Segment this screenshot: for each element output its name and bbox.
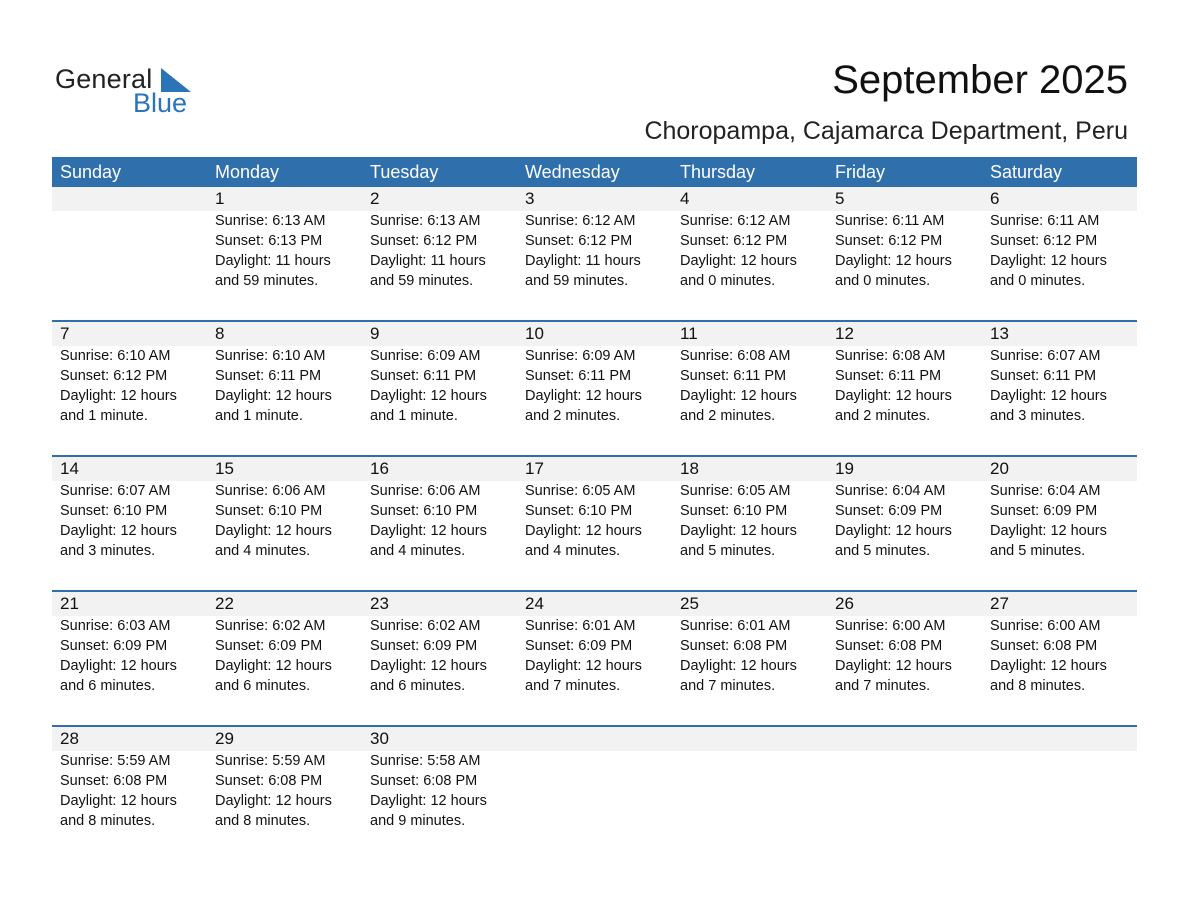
day-number: 22 [215, 594, 234, 613]
sunrise-text: Sunrise: 6:13 AM [370, 213, 481, 229]
weekday-wednesday: Wednesday [525, 162, 620, 182]
day-number: 28 [60, 729, 79, 748]
sunset-text: Sunset: 6:11 PM [990, 368, 1097, 384]
daylight-text: Daylight: 12 hours [525, 388, 642, 404]
day-cell [52, 727, 207, 831]
day-number: 2 [370, 189, 380, 208]
sunrise-text: Sunrise: 6:05 AM [680, 483, 791, 499]
day-number: 5 [835, 189, 845, 208]
day-number: 30 [370, 729, 389, 748]
sunset-text: Sunset: 6:12 PM [525, 233, 633, 249]
week-cells [52, 457, 1137, 561]
daylight-minutes-text: and 6 minutes. [60, 678, 156, 694]
daylight-text: Daylight: 12 hours [990, 523, 1107, 539]
daylight-text: Daylight: 12 hours [215, 658, 332, 674]
sunset-text: Sunset: 6:09 PM [525, 638, 633, 654]
empty-day-cell [982, 727, 1137, 831]
daylight-minutes-text: and 5 minutes. [990, 543, 1086, 559]
sunset-text: Sunset: 6:12 PM [370, 233, 478, 249]
day-cell [827, 592, 982, 696]
daylight-text: Daylight: 12 hours [215, 388, 332, 404]
daylight-text: Daylight: 11 hours [525, 253, 641, 269]
daylight-text: Daylight: 12 hours [680, 388, 797, 404]
day-cell [362, 592, 517, 696]
daylight-text: Daylight: 12 hours [680, 658, 797, 674]
sunset-text: Sunset: 6:09 PM [835, 503, 943, 519]
day-cell [362, 322, 517, 426]
sunrise-text: Sunrise: 6:12 AM [525, 213, 636, 229]
sunset-text: Sunset: 6:09 PM [990, 503, 1098, 519]
daylight-minutes-text: and 5 minutes. [680, 543, 776, 559]
sunset-text: Sunset: 6:12 PM [835, 233, 943, 249]
day-number: 6 [990, 189, 1000, 208]
sunrise-text: Sunrise: 6:06 AM [370, 483, 481, 499]
day-cell [362, 187, 517, 291]
weekday-saturday: Saturday [990, 162, 1063, 182]
daylight-text: Daylight: 12 hours [370, 388, 487, 404]
day-number: 27 [990, 594, 1009, 613]
day-cell [982, 187, 1137, 291]
sunset-text: Sunset: 6:11 PM [680, 368, 787, 384]
day-number: 29 [215, 729, 234, 748]
day-number: 1 [215, 189, 225, 208]
day-cell [982, 592, 1137, 696]
daylight-text: Daylight: 12 hours [215, 523, 332, 539]
weeks-container [52, 187, 1137, 862]
logo [55, 64, 205, 120]
sunrise-text: Sunrise: 6:10 AM [215, 348, 326, 364]
daylight-text: Daylight: 12 hours [990, 388, 1107, 404]
sunset-text: Sunset: 6:10 PM [370, 503, 478, 519]
day-cell [982, 457, 1137, 561]
daylight-text: Daylight: 12 hours [370, 658, 487, 674]
daylight-minutes-text: and 8 minutes. [990, 678, 1086, 694]
sunrise-text: Sunrise: 6:00 AM [835, 618, 946, 634]
daylight-text: Daylight: 12 hours [990, 658, 1107, 674]
sunrise-text: Sunrise: 6:10 AM [60, 348, 171, 364]
day-number: 20 [990, 459, 1009, 478]
day-number: 24 [525, 594, 544, 613]
day-cell [52, 322, 207, 426]
sunset-text: Sunset: 6:08 PM [680, 638, 788, 654]
daylight-text: Daylight: 12 hours [60, 523, 177, 539]
daylight-minutes-text: and 0 minutes. [990, 273, 1086, 289]
day-cell [517, 457, 672, 561]
sunset-text: Sunset: 6:13 PM [215, 233, 323, 249]
daylight-minutes-text: and 2 minutes. [525, 408, 621, 424]
daylight-minutes-text: and 59 minutes. [215, 273, 319, 289]
empty-day-cell [672, 727, 827, 831]
day-cell [672, 457, 827, 561]
day-cell [52, 457, 207, 561]
day-number: 12 [835, 324, 854, 343]
daylight-minutes-text: and 0 minutes. [835, 273, 931, 289]
day-number: 18 [680, 459, 699, 478]
daylight-minutes-text: and 59 minutes. [370, 273, 474, 289]
daylight-minutes-text: and 1 minute. [60, 408, 148, 424]
weekday-thursday: Thursday [680, 162, 756, 182]
daylight-minutes-text: and 7 minutes. [525, 678, 621, 694]
sunrise-text: Sunrise: 6:08 AM [680, 348, 791, 364]
daylight-minutes-text: and 3 minutes. [60, 543, 156, 559]
day-number: 3 [525, 189, 535, 208]
day-cell [827, 322, 982, 426]
day-cell [672, 592, 827, 696]
day-number: 15 [215, 459, 234, 478]
day-number: 17 [525, 459, 544, 478]
sunrise-text: Sunrise: 6:01 AM [680, 618, 791, 634]
day-cell [982, 322, 1137, 426]
day-cell [362, 457, 517, 561]
day-cell [207, 727, 362, 831]
sunrise-text: Sunrise: 6:04 AM [835, 483, 946, 499]
daylight-minutes-text: and 1 minute. [215, 408, 303, 424]
sunrise-text: Sunrise: 6:08 AM [835, 348, 946, 364]
daylight-minutes-text: and 8 minutes. [60, 813, 156, 829]
sunset-text: Sunset: 6:09 PM [60, 638, 168, 654]
sunset-text: Sunset: 6:12 PM [990, 233, 1098, 249]
daylight-minutes-text: and 4 minutes. [215, 543, 311, 559]
sunset-text: Sunset: 6:08 PM [60, 773, 168, 789]
day-number: 11 [680, 324, 698, 343]
day-cell [207, 457, 362, 561]
daylight-minutes-text: and 6 minutes. [215, 678, 311, 694]
daylight-minutes-text: and 59 minutes. [525, 273, 629, 289]
weekday-tuesday: Tuesday [370, 162, 439, 182]
empty-day-cell [52, 187, 207, 291]
day-cell [207, 322, 362, 426]
day-cell [362, 727, 517, 831]
daylight-minutes-text: and 2 minutes. [680, 408, 776, 424]
sunset-text: Sunset: 6:08 PM [835, 638, 943, 654]
day-number: 7 [60, 324, 70, 343]
sunset-text: Sunset: 6:09 PM [370, 638, 478, 654]
sunrise-text: Sunrise: 6:11 AM [990, 213, 1100, 229]
sunrise-text: Sunrise: 6:00 AM [990, 618, 1101, 634]
daylight-text: Daylight: 12 hours [835, 253, 952, 269]
daylight-minutes-text: and 6 minutes. [370, 678, 466, 694]
day-number: 10 [525, 324, 544, 343]
daylight-minutes-text: and 1 minute. [370, 408, 458, 424]
daylight-minutes-text: and 3 minutes. [990, 408, 1086, 424]
weekday-sunday: Sunday [60, 162, 122, 182]
sunset-text: Sunset: 6:08 PM [370, 773, 478, 789]
sunset-text: Sunset: 6:11 PM [525, 368, 632, 384]
week-row [52, 592, 1137, 727]
week-cells [52, 187, 1137, 291]
daylight-text: Daylight: 12 hours [60, 388, 177, 404]
day-cell [517, 187, 672, 291]
calendar-grid [52, 157, 1137, 862]
day-cell [827, 457, 982, 561]
sunset-text: Sunset: 6:08 PM [990, 638, 1098, 654]
day-number: 14 [60, 459, 79, 478]
daylight-minutes-text: and 4 minutes. [525, 543, 621, 559]
day-number: 21 [60, 594, 79, 613]
day-cell [207, 592, 362, 696]
day-number: 19 [835, 459, 854, 478]
sunrise-text: Sunrise: 6:07 AM [60, 483, 171, 499]
daylight-text: Daylight: 12 hours [525, 523, 642, 539]
week-row [52, 727, 1137, 862]
daylight-text: Daylight: 12 hours [370, 793, 487, 809]
day-number: 26 [835, 594, 854, 613]
week-row [52, 187, 1137, 322]
empty-day-cell [517, 727, 672, 831]
daylight-text: Daylight: 11 hours [215, 253, 331, 269]
daylight-minutes-text: and 8 minutes. [215, 813, 311, 829]
daylight-text: Daylight: 12 hours [60, 658, 177, 674]
sunrise-text: Sunrise: 5:59 AM [60, 753, 171, 769]
day-cell [827, 187, 982, 291]
sunrise-text: Sunrise: 6:05 AM [525, 483, 636, 499]
daylight-minutes-text: and 7 minutes. [680, 678, 776, 694]
logo-text-general: General [55, 64, 153, 94]
day-number: 16 [370, 459, 389, 478]
week-row [52, 457, 1137, 592]
daylight-text: Daylight: 12 hours [525, 658, 642, 674]
sunset-text: Sunset: 6:11 PM [215, 368, 322, 384]
daylight-minutes-text: and 7 minutes. [835, 678, 931, 694]
daylight-text: Daylight: 12 hours [215, 793, 332, 809]
sunset-text: Sunset: 6:10 PM [215, 503, 323, 519]
daylight-minutes-text: and 2 minutes. [835, 408, 931, 424]
weekday-header-row [52, 157, 1137, 187]
sunrise-text: Sunrise: 5:59 AM [215, 753, 326, 769]
daylight-text: Daylight: 12 hours [835, 523, 952, 539]
sunset-text: Sunset: 6:12 PM [680, 233, 788, 249]
sunset-text: Sunset: 6:10 PM [525, 503, 633, 519]
sunrise-text: Sunrise: 5:58 AM [370, 753, 481, 769]
day-number: 13 [990, 324, 1009, 343]
sunset-text: Sunset: 6:11 PM [370, 368, 477, 384]
day-cell [672, 322, 827, 426]
daylight-text: Daylight: 12 hours [990, 253, 1107, 269]
daylight-text: Daylight: 12 hours [60, 793, 177, 809]
sunset-text: Sunset: 6:10 PM [60, 503, 168, 519]
weekday-monday: Monday [215, 162, 280, 182]
sunset-text: Sunset: 6:10 PM [680, 503, 788, 519]
sunrise-text: Sunrise: 6:06 AM [215, 483, 326, 499]
sunrise-text: Sunrise: 6:09 AM [370, 348, 481, 364]
sunrise-text: Sunrise: 6:02 AM [370, 618, 481, 634]
sunrise-text: Sunrise: 6:07 AM [990, 348, 1101, 364]
sunrise-text: Sunrise: 6:02 AM [215, 618, 326, 634]
sunrise-text: Sunrise: 6:12 AM [680, 213, 791, 229]
logo-text-blue: Blue [133, 88, 188, 118]
day-number: 23 [370, 594, 389, 613]
sunset-text: Sunset: 6:11 PM [835, 368, 942, 384]
sunset-text: Sunset: 6:09 PM [215, 638, 323, 654]
week-cells [52, 592, 1137, 696]
day-cell [207, 187, 362, 291]
daylight-text: Daylight: 12 hours [680, 523, 797, 539]
daylight-text: Daylight: 12 hours [680, 253, 797, 269]
weekday-friday: Friday [835, 162, 886, 182]
daylight-minutes-text: and 5 minutes. [835, 543, 931, 559]
location-subtitle: Choropampa, Cajamarca Department, Peru [644, 117, 1128, 145]
daylight-text: Daylight: 12 hours [835, 658, 952, 674]
sunrise-text: Sunrise: 6:11 AM [835, 213, 945, 229]
day-number: 25 [680, 594, 699, 613]
day-cell [672, 187, 827, 291]
sunrise-text: Sunrise: 6:09 AM [525, 348, 636, 364]
day-cell [517, 592, 672, 696]
empty-day-cell [827, 727, 982, 831]
day-number: 8 [215, 324, 225, 343]
day-cell [517, 322, 672, 426]
page-title: September 2025 [832, 58, 1128, 102]
daylight-text: Daylight: 12 hours [835, 388, 952, 404]
week-cells [52, 322, 1137, 426]
sunrise-text: Sunrise: 6:01 AM [525, 618, 636, 634]
week-row [52, 322, 1137, 457]
daylight-text: Daylight: 11 hours [370, 253, 486, 269]
sunset-text: Sunset: 6:12 PM [60, 368, 168, 384]
daylight-minutes-text: and 9 minutes. [370, 813, 466, 829]
daylight-minutes-text: and 0 minutes. [680, 273, 776, 289]
sunrise-text: Sunrise: 6:13 AM [215, 213, 326, 229]
daylight-text: Daylight: 12 hours [370, 523, 487, 539]
sunrise-text: Sunrise: 6:04 AM [990, 483, 1101, 499]
daylight-minutes-text: and 4 minutes. [370, 543, 466, 559]
sunset-text: Sunset: 6:08 PM [215, 773, 323, 789]
day-cell [52, 592, 207, 696]
sunrise-text: Sunrise: 6:03 AM [60, 618, 171, 634]
day-number: 9 [370, 324, 380, 343]
week-cells [52, 727, 1137, 831]
day-number: 4 [680, 189, 690, 208]
